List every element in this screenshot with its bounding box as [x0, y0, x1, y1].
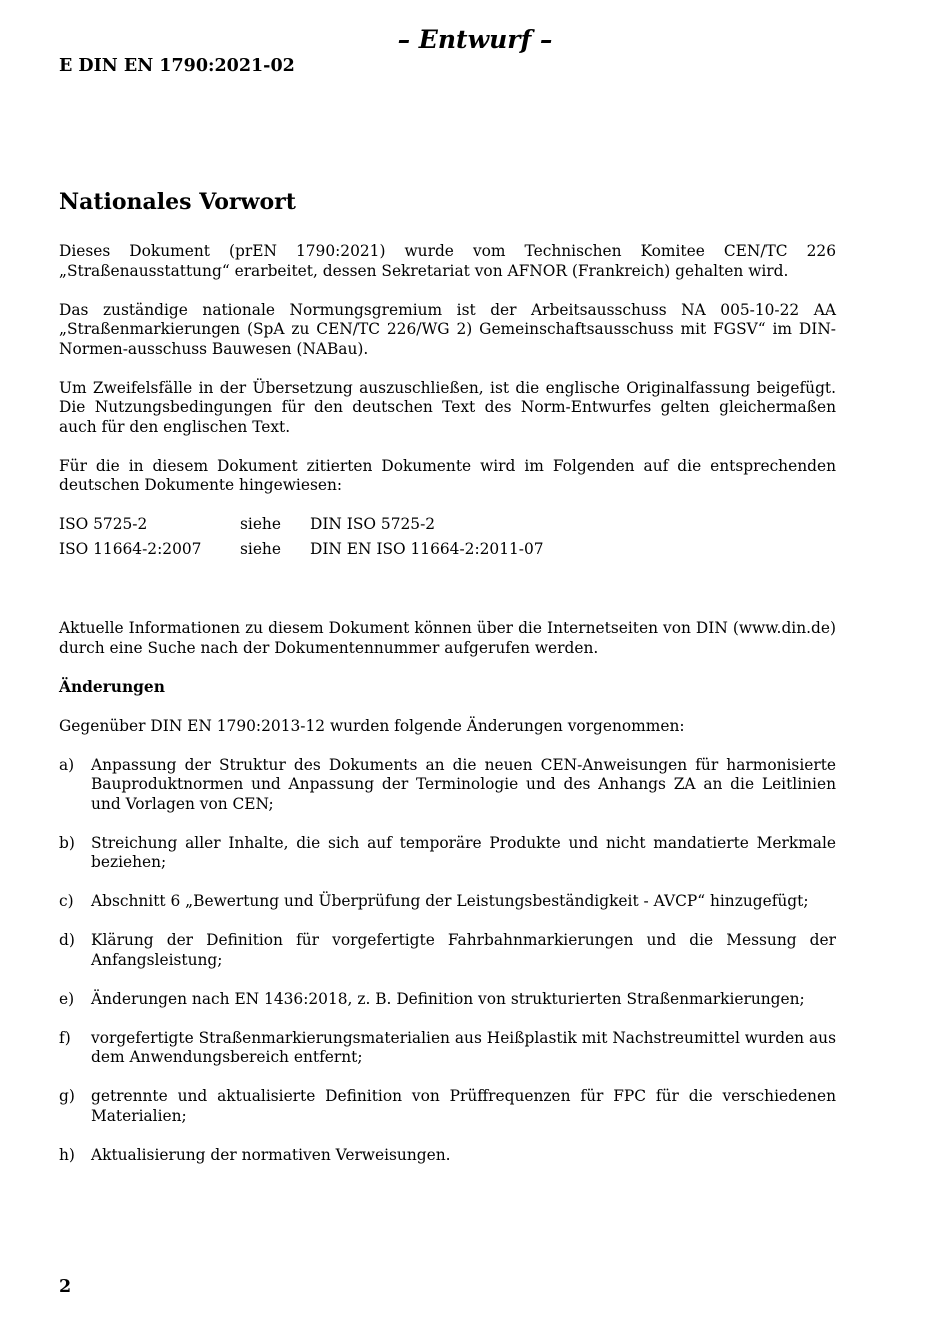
list-marker: h) [59, 1145, 75, 1164]
list-item [59, 756, 836, 815]
list-text: vorgefertigte Straßenmarkierungsmaterialien aus Heißplastik mit Nachstreumittel wurden aus dem Anwendungsbereich entfernt; [91, 1028, 836, 1066]
reference-source: ISO 11664-2:2007 [59, 540, 202, 558]
info-paragraph: Aktuelle Informationen zu diesem Dokument können über die Internetseiten von DIN (www.din.de) durch eine Suche nach der Dokumentennummer aufgerufen werden. [59, 619, 836, 657]
document-id: E DIN EN 1790:2021-02 [59, 56, 295, 76]
list-marker: a) [59, 755, 75, 774]
reference-row [59, 515, 544, 540]
reference-relation: siehe [240, 515, 281, 533]
list-marker: g) [59, 1087, 75, 1105]
list-marker: c) [59, 892, 74, 910]
reference-table [59, 515, 544, 565]
list-item [59, 1029, 836, 1068]
list-item [59, 892, 836, 912]
paragraph: Das zuständige nationale Normungsgremium ist der Arbeitsausschuss NA 005-10-22 AA „Straßenmarkierungen (SpA zu CEN/TC 226/WG 2) Gemeinschaftsausschuss mit FGSV“ im DIN-Normen-ausschuss Bauwesen (NABau). [59, 300, 836, 358]
reference-row [59, 540, 544, 565]
reference-source: ISO 5725-2 [59, 515, 148, 533]
list-item [59, 1087, 836, 1126]
list-text: Anpassung der Struktur des Dokuments an die neuen CEN-Anweisungen für harmonisierte Bauproduktnormen und Anpassung der Terminologie und des Anhangs ZA an die Leitlinien und Vorlagen von CEN; [91, 755, 836, 813]
list-text: Streichung aller Inhalte, die sich auf temporäre Produkte und nicht mandatierte Merkmale beziehen; [91, 833, 836, 871]
list-item [59, 990, 836, 1010]
list-item [59, 834, 836, 873]
list-text: getrennte und aktualisierte Definition von Prüffrequenzen für FPC für die verschiedenen Materialien; [91, 1087, 836, 1125]
list-text: Abschnitt 6 „Bewertung und Überprüfung der Leistungsbeständigkeit - AVCP“ hinzugefügt; [91, 892, 809, 910]
paragraph: Um Zweifelsfälle in der Übersetzung auszuschließen, ist die englische Originalfassung beigefügt. Die Nutzungsbedingungen für den deutschen Text des Norm-Entwurfes gelten gleichermaßen auch für den englischen Text. [59, 378, 836, 436]
reference-relation: siehe [240, 540, 281, 558]
reference-target: DIN EN ISO 11664-2:2011-07 [310, 540, 544, 558]
list-marker: e) [59, 989, 75, 1008]
list-item [59, 931, 836, 970]
list-marker: f) [59, 1028, 71, 1047]
changes-heading: Änderungen [59, 677, 165, 696]
changes-intro: Gegenüber DIN EN 1790:2013-12 wurden folgende Änderungen vorgenommen: [59, 716, 685, 735]
list-text: Klärung der Definition für vorgefertigte Fahrbahnmarkierungen und die Messung der Anfangsleistung; [91, 931, 836, 969]
list-marker: d) [59, 931, 75, 949]
reference-target: DIN ISO 5725-2 [310, 515, 436, 533]
list-text: Aktualisierung der normativen Verweisungen. [91, 1145, 451, 1164]
draft-watermark: – Entwurf – [397, 25, 553, 54]
list-marker: b) [59, 833, 75, 852]
page-number: 2 [59, 1277, 72, 1297]
list-text: Änderungen nach EN 1436:2018, z. B. Definition von strukturierten Straßenmarkierungen; [91, 989, 805, 1008]
list-item [59, 1146, 836, 1166]
paragraph: Für die in diesem Dokument zitierten Dokumente wird im Folgenden auf die entsprechenden deutschen Dokumente hingewiesen: [59, 456, 836, 494]
page-title: Nationales Vorwort [59, 189, 296, 215]
paragraph: Dieses Dokument (prEN 1790:2021) wurde vom Technischen Komitee CEN/TC 226 „Straßenausstattung“ erarbeitet, dessen Sekretariat von AFNOR (Frankreich) gehalten wird. [59, 242, 836, 280]
main-content [59, 186, 836, 1185]
